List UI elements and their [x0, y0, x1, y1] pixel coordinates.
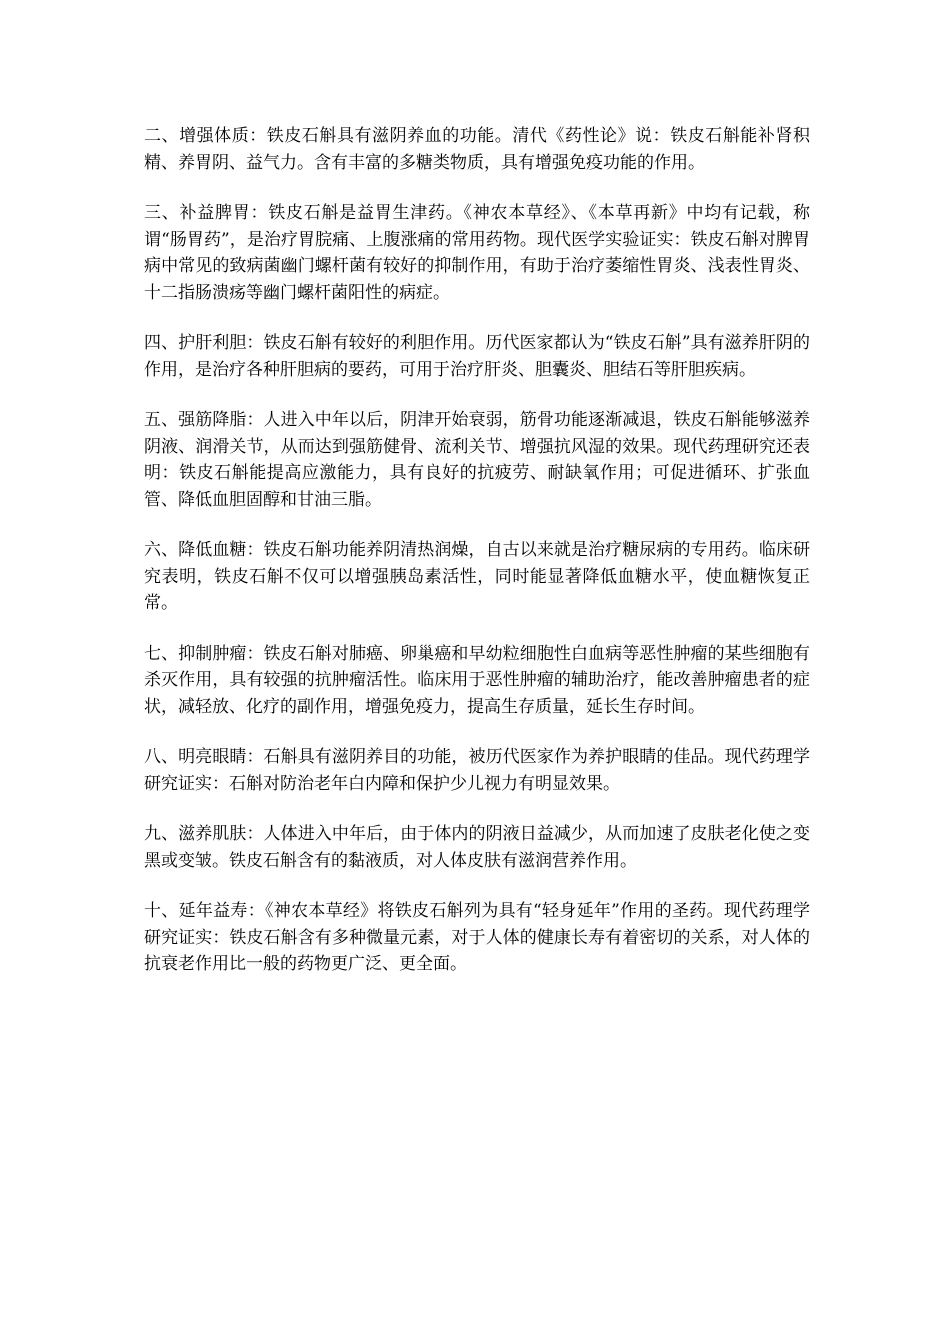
paragraph-blood-sugar: 六、降低血糖：铁皮石斛功能养阴清热润燥，自古以来就是治疗糖尿病的专用药。临床研究表明，铁皮石斛不仅可以增强胰岛素活性，同时能显著降低血糖水平，使血糖恢复正常。: [144, 540, 810, 613]
paragraph-spleen-stomach: 三、补益脾胃：铁皮石斛是益胃生津药。《神农本草经》、《本草再新》中均有记载，称谓“肠胃药”，是治疗胃脘痛、上腹涨痛的常用药物。现代医学实验证实：铁皮石斛对脾胃病中常见的致病菌幽门螺杆菌有较好的抑制作用，有助于治疗萎缩性胃炎、浅表性胃炎、十二指肠溃疡等幽门螺杆菌阳性的病症。: [144, 203, 810, 303]
paragraph-tumor-inhibition: 七、抑制肿瘤：铁皮石斛对肺癌、卵巢癌和早幼粒细胞性白血病等恶性肿瘤的某些细胞有杀灭作用，具有较强的抗肿瘤活性。临床用于恶性肿瘤的辅助治疗，能改善肿瘤患者的症状，减轻放、化疗的副作用，增强免疫力，提高生存质量，延长生存时间。: [144, 643, 810, 717]
paragraph-enhance-constitution: 二、增强体质：铁皮石斛具有滋阴养血的功能。清代《药性论》说：铁皮石斛能补肾积精、养胃阴、益气力。含有丰富的多糖类物质，具有增强免疫功能的作用。: [144, 126, 810, 173]
paragraph-liver-gallbladder: 四、护肝利胆：铁皮石斛有较好的利胆作用。历代医家都认为“铁皮石斛”具有滋养肝阴的作用，是治疗各种肝胆病的要药，可用于治疗肝炎、胆囊炎、胆结石等肝胆疾病。: [144, 333, 810, 380]
paragraph-eyes: 八、明亮眼睛：石斛具有滋阴养目的功能，被历代医家作为养护眼睛的佳品。现代药理学研究证实：石斛对防治老年白内障和保护少儿视力有明显效果。: [144, 747, 810, 794]
paragraph-longevity: 十、延年益寿：《神农本草经》将铁皮石斛列为具有“轻身延年”作用的圣药。现代药理学研究证实：铁皮石斛含有多种微量元素，对于人体的健康长寿有着密切的关系，对人体的抗衰老作用比一般的药物更广泛、更全面。: [144, 901, 810, 974]
paragraph-skin: 九、滋养肌肤：人体进入中年后，由于体内的阴液日益减少，从而加速了皮肤老化使之变黑或变皱。铁皮石斛含有的黏液质，对人体皮肤有滋润营养作用。: [144, 824, 810, 871]
paragraph-tendons-lipids: 五、强筋降脂：人进入中年以后，阴津开始衰弱，筋骨功能逐渐减退，铁皮石斛能够滋养阴液、润滑关节，从而达到强筋健骨、流利关节、增强抗风湿的效果。现代药理研究还表明：铁皮石斛能提高应激能力，具有良好的抗疲劳、耐缺氧作用；可促进循环、扩张血管、降低血胆固醇和甘油三脂。: [144, 410, 810, 510]
document-body: [144, 123, 810, 1002]
